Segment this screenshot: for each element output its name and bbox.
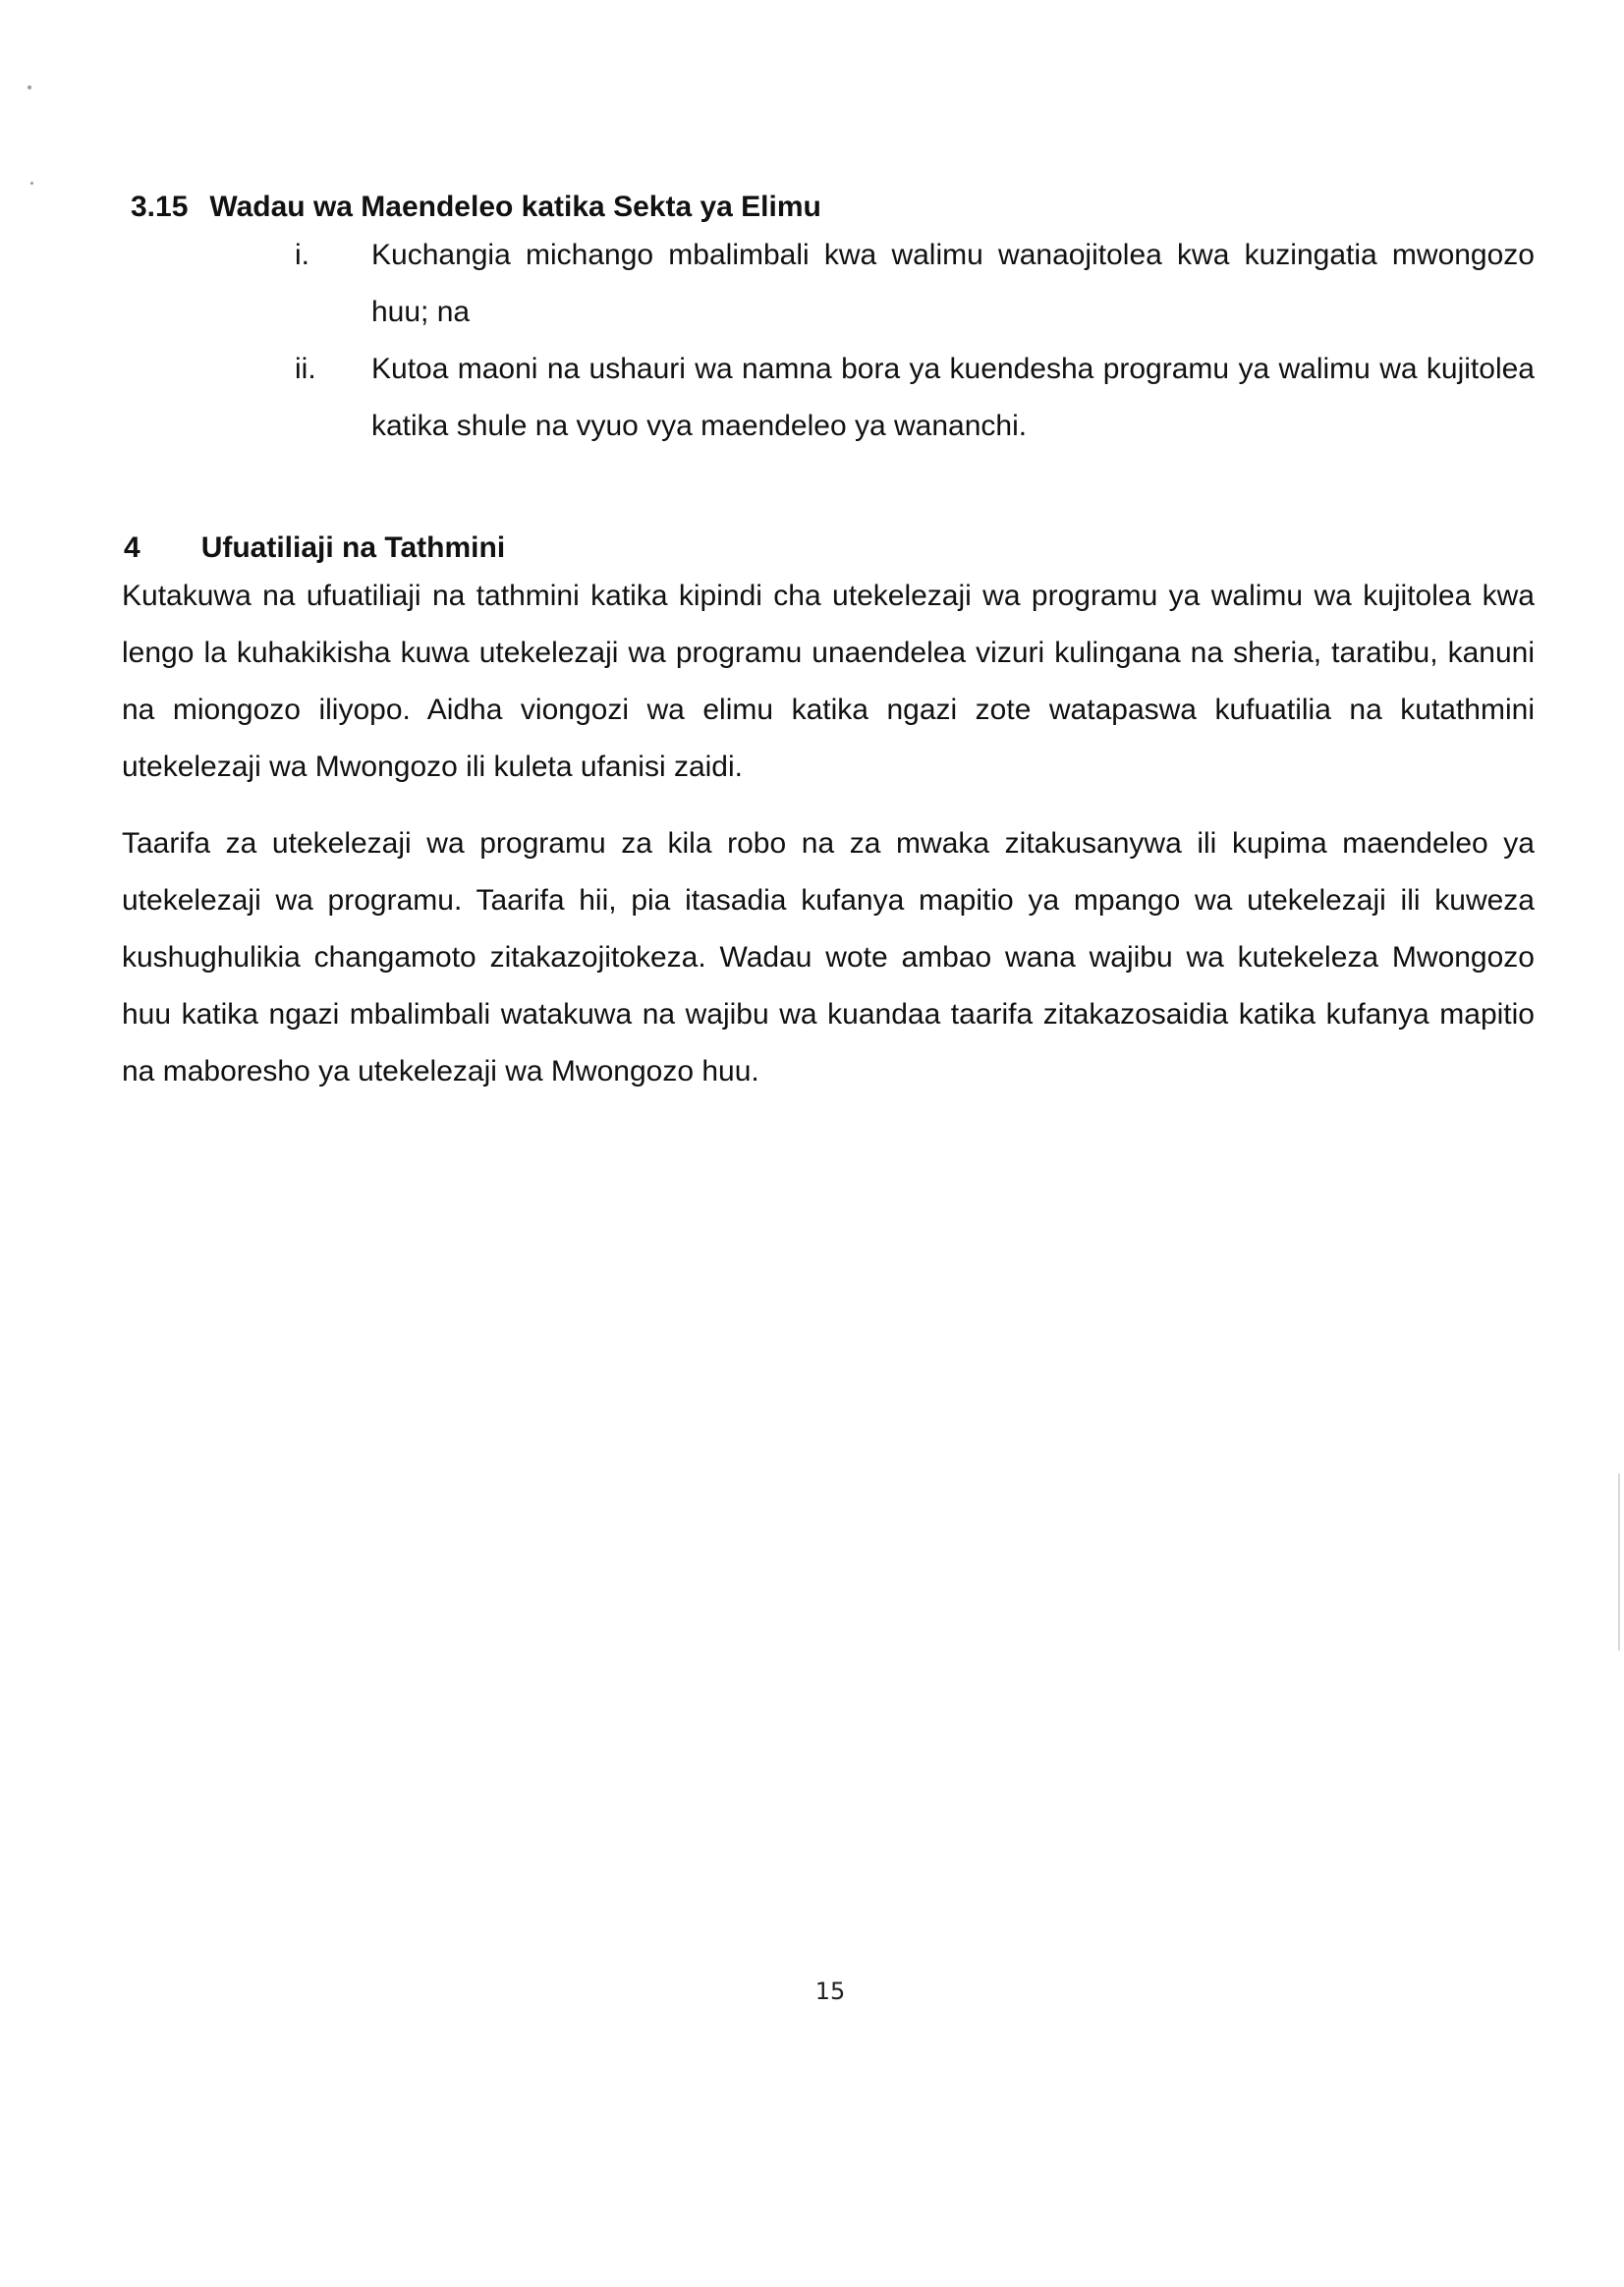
section-4-heading <box>124 530 505 566</box>
list-marker: ii. <box>295 353 316 385</box>
section-title: Wadau wa Maendeleo katika Sekta ya Elimu <box>209 191 821 223</box>
body-paragraph: Taarifa za utekelezaji wa programu za kila robo na za mwaka zitakusanywa ili kupima maendeleo ya utekelezaji wa programu. Taarifa hii, pia itasadia kufanya mapitio ya mpango wa utekelezaji ili kuweza kushughulikia changamoto zitakazojitokeza. Wadau wote ambao wana wajibu wa kutekeleza Mwongozo huu katika ngazi mbalimbali watakuwa na wajibu wa kuandaa taarifa zitakazosaidia katika kufanya mapitio na maboresho ya utekelezaji wa Mwongozo huu. <box>122 827 1535 1088</box>
body-paragraph: Kutakuwa na ufuatiliaji na tathmini katika kipindi cha utekelezaji wa programu ya walimu wa kujitolea kwa lengo la kuhakikisha kuwa utekelezaji wa programu unaendelea vizuri kulingana na sheria, taratibu, kanuni na miongozo iliyopo. Aidha viongozi wa elimu katika ngazi zote watapaswa kufuatilia na kutathmini utekelezaji wa Mwongozo ili kuleta ufanisi zaidi. <box>122 580 1535 783</box>
list-item-text: Kuchangia michango mbalimbali kwa walimu wanaojitolea kwa kuzingatia mwongozo huu; na <box>371 239 1535 328</box>
scan-edge-line <box>1618 1474 1620 1650</box>
list-item <box>295 227 1535 341</box>
scan-dot <box>28 85 31 89</box>
list-marker: i. <box>295 239 309 271</box>
scan-dot <box>30 182 33 185</box>
section-title: Ufuatiliaji na Tathmini <box>200 531 506 564</box>
section-3-15-heading <box>131 190 821 225</box>
section-number: 3.15 <box>131 191 189 223</box>
page-number: 15 <box>814 1978 846 2005</box>
section-number: 4 <box>124 531 140 564</box>
list-item <box>295 341 1535 455</box>
list-item-text: Kutoa maoni na ushauri wa namna bora ya kuendesha programu ya walimu wa kujitolea katika shule na vyuo vya maendeleo ya wananchi. <box>371 353 1535 442</box>
